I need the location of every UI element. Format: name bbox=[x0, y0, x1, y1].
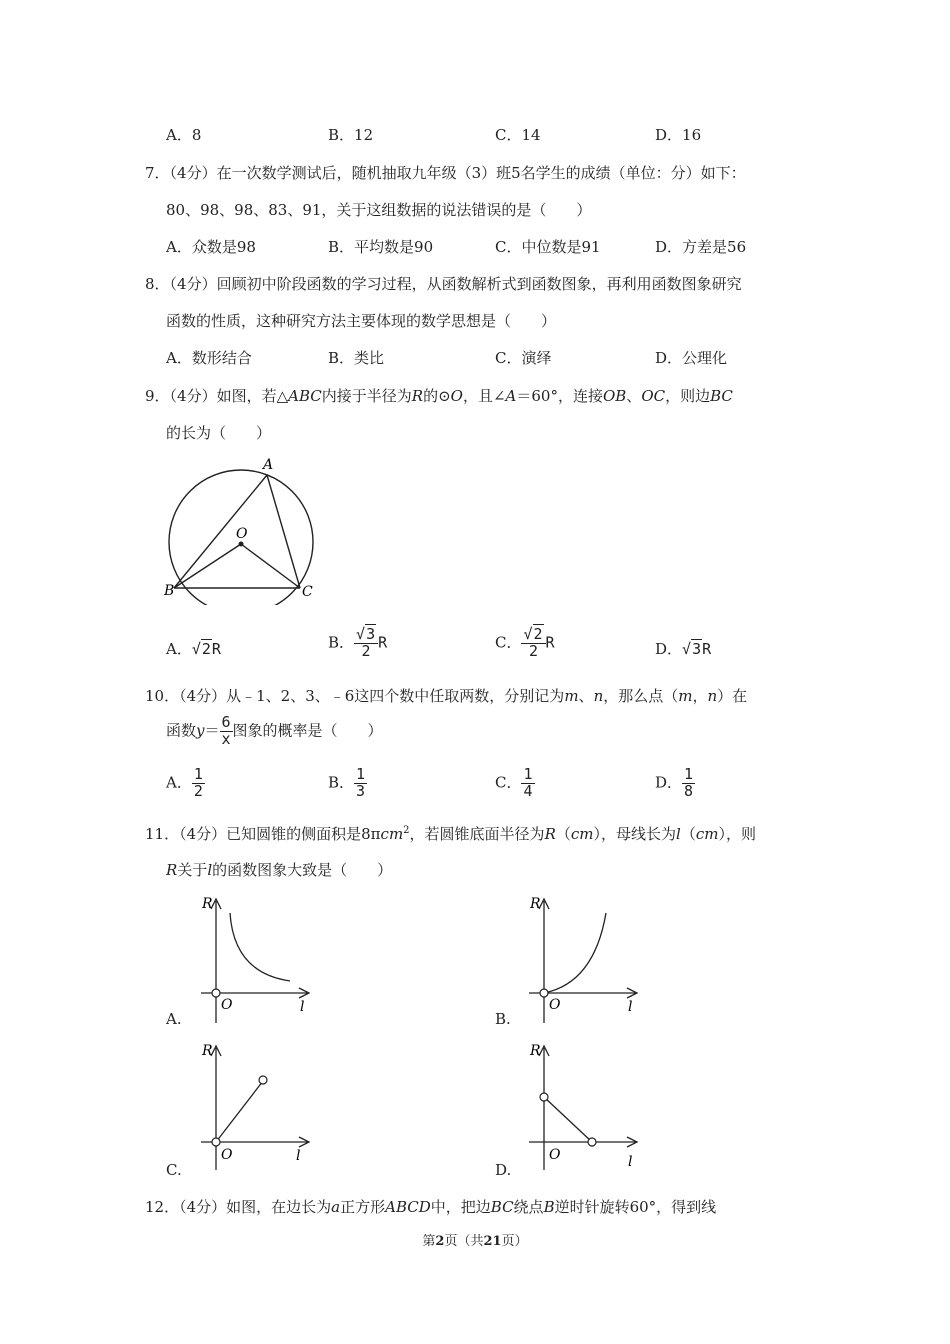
q9-option-b: B． $\frac{√3}{2}$ R bbox=[328, 625, 388, 660]
q7-option-b: B．平均数是90 bbox=[328, 238, 434, 256]
q10-option-b: B． $\frac{1}{3}$ bbox=[328, 765, 366, 800]
q11-graph-b bbox=[524, 893, 649, 1025]
q7-stem-line1: 7．（4分）在一次数学测试后，随机抽取九年级（3）班5名学生的成绩（单位：分）如下： bbox=[145, 164, 746, 182]
q9-stem-line2: 的长为（ ） bbox=[166, 424, 272, 442]
q11-graph-d bbox=[524, 1040, 649, 1172]
q11-option-c: C. bbox=[166, 1161, 182, 1179]
q9-circle-figure bbox=[160, 455, 320, 605]
q11a-label-l: l bbox=[300, 999, 305, 1015]
q11c-end-circle bbox=[259, 1076, 267, 1084]
q11b-label-r: R bbox=[530, 896, 541, 912]
q11d-segment bbox=[544, 1097, 592, 1142]
q9-label-o: O bbox=[236, 526, 248, 542]
page-footer: 第2页（共21页） bbox=[422, 1234, 528, 1249]
q9-side-ab bbox=[174, 475, 267, 588]
q9-segment-ob bbox=[174, 544, 241, 588]
q11d-label-l: l bbox=[628, 1154, 633, 1170]
footer-total-pages: 21 bbox=[483, 1234, 502, 1249]
q11d-label-o: O bbox=[549, 1147, 561, 1163]
q9-option-c: C． $\frac{√2}{2}$ R bbox=[495, 625, 555, 660]
q11b-origin-circle bbox=[540, 989, 548, 997]
q6-option-b: B．12 bbox=[328, 126, 374, 144]
q11a-label-r: R bbox=[202, 896, 213, 912]
q8-option-b: B．类比 bbox=[328, 349, 385, 367]
q9-label-a: A bbox=[263, 457, 274, 473]
q11a-curve bbox=[230, 913, 290, 981]
q11c-label-o: O bbox=[221, 1147, 233, 1163]
q10-stem-line1: 10．（4分）从﹣1、2、3、﹣6这四个数中任取两数，分别记为m、n，那么点（m，n）在 bbox=[145, 687, 748, 705]
q11-option-b: B. bbox=[495, 1010, 511, 1028]
q11d-label-r: R bbox=[530, 1043, 541, 1059]
q11b-label-l: l bbox=[628, 999, 633, 1015]
q7-stem-line2: 80、98、98、83、91，关于这组数据的说法错误的是（ ） bbox=[166, 201, 592, 219]
q9-label-c: C bbox=[302, 584, 313, 600]
q11d-end-circle bbox=[588, 1138, 596, 1146]
q10-option-a: A． $\frac{1}{2}$ bbox=[166, 765, 203, 800]
q9-segment-oc bbox=[241, 544, 300, 588]
q11d-top-circle bbox=[540, 1093, 548, 1101]
q8-stem-line2: 函数的性质，这种研究方法主要体现的数学思想是（ ） bbox=[166, 312, 557, 330]
q8-stem-line1: 8．（4分）回顾初中阶段函数的学习过程，从函数解析式到函数图象，再利用函数图象研究 bbox=[145, 275, 742, 293]
q11-stem-line2: R关于l的函数图象大致是（ ） bbox=[166, 861, 393, 879]
q11b-label-o: O bbox=[549, 997, 561, 1013]
q8-option-c: C．演绎 bbox=[495, 349, 552, 367]
q7-option-d: D．方差是56 bbox=[655, 238, 747, 256]
q11a-label-o: O bbox=[221, 997, 233, 1013]
q6-option-d: D．16 bbox=[655, 126, 702, 144]
q10-option-c: C． $\frac{1}{4}$ bbox=[495, 765, 533, 800]
q11c-label-l: l bbox=[296, 1148, 301, 1164]
q11c-segment bbox=[216, 1081, 263, 1142]
q9-label-b: B bbox=[164, 583, 175, 599]
q10-stem-line2: 函数y＝ $\frac{6}{x}$ 图象的概率是（ ） bbox=[166, 713, 383, 748]
q6-option-c: C．14 bbox=[495, 126, 541, 144]
q9-option-d: D．√3R bbox=[655, 640, 712, 658]
q7-option-c: C．中位数是91 bbox=[495, 238, 601, 256]
footer-page-number: 2 bbox=[435, 1234, 445, 1249]
q10-option-d: D． $\frac{1}{8}$ bbox=[655, 765, 694, 800]
q12-stem-line1: 12．（4分）如图，在边长为a正方形ABCD中，把边BC绕点B逆时针旋转60°，得到线 bbox=[145, 1198, 717, 1216]
q11-graph-a bbox=[196, 893, 321, 1025]
q9-stem-line1: 9．（4分）如图，若△ABC内接于半径为R的⊙O，且∠A＝60°，连接OB、OC，则边BC bbox=[145, 387, 733, 405]
q6-option-a: A．8 bbox=[166, 126, 202, 144]
q7-option-a: A．众数是98 bbox=[166, 238, 256, 256]
q11-option-d: D. bbox=[495, 1161, 512, 1179]
q8-option-a: A．数形结合 bbox=[166, 349, 252, 367]
q11c-label-r: R bbox=[202, 1043, 213, 1059]
q11-option-a: A. bbox=[166, 1010, 182, 1028]
q8-option-d: D．公理化 bbox=[655, 349, 728, 367]
q11a-origin-circle bbox=[212, 989, 220, 997]
q9-side-ac bbox=[267, 475, 300, 588]
q11c-origin-circle bbox=[212, 1138, 220, 1146]
q11-graph-c bbox=[196, 1040, 321, 1172]
q9-option-a: A．√2R bbox=[166, 640, 221, 658]
q9-center-point bbox=[239, 542, 244, 547]
q11-stem-line1: 11．（4分）已知圆锥的侧面积是8πcm$^2$，若圆锥底面半径为R（cm），母线长为l（cm），则 bbox=[145, 825, 756, 843]
q11b-curve bbox=[544, 913, 606, 993]
